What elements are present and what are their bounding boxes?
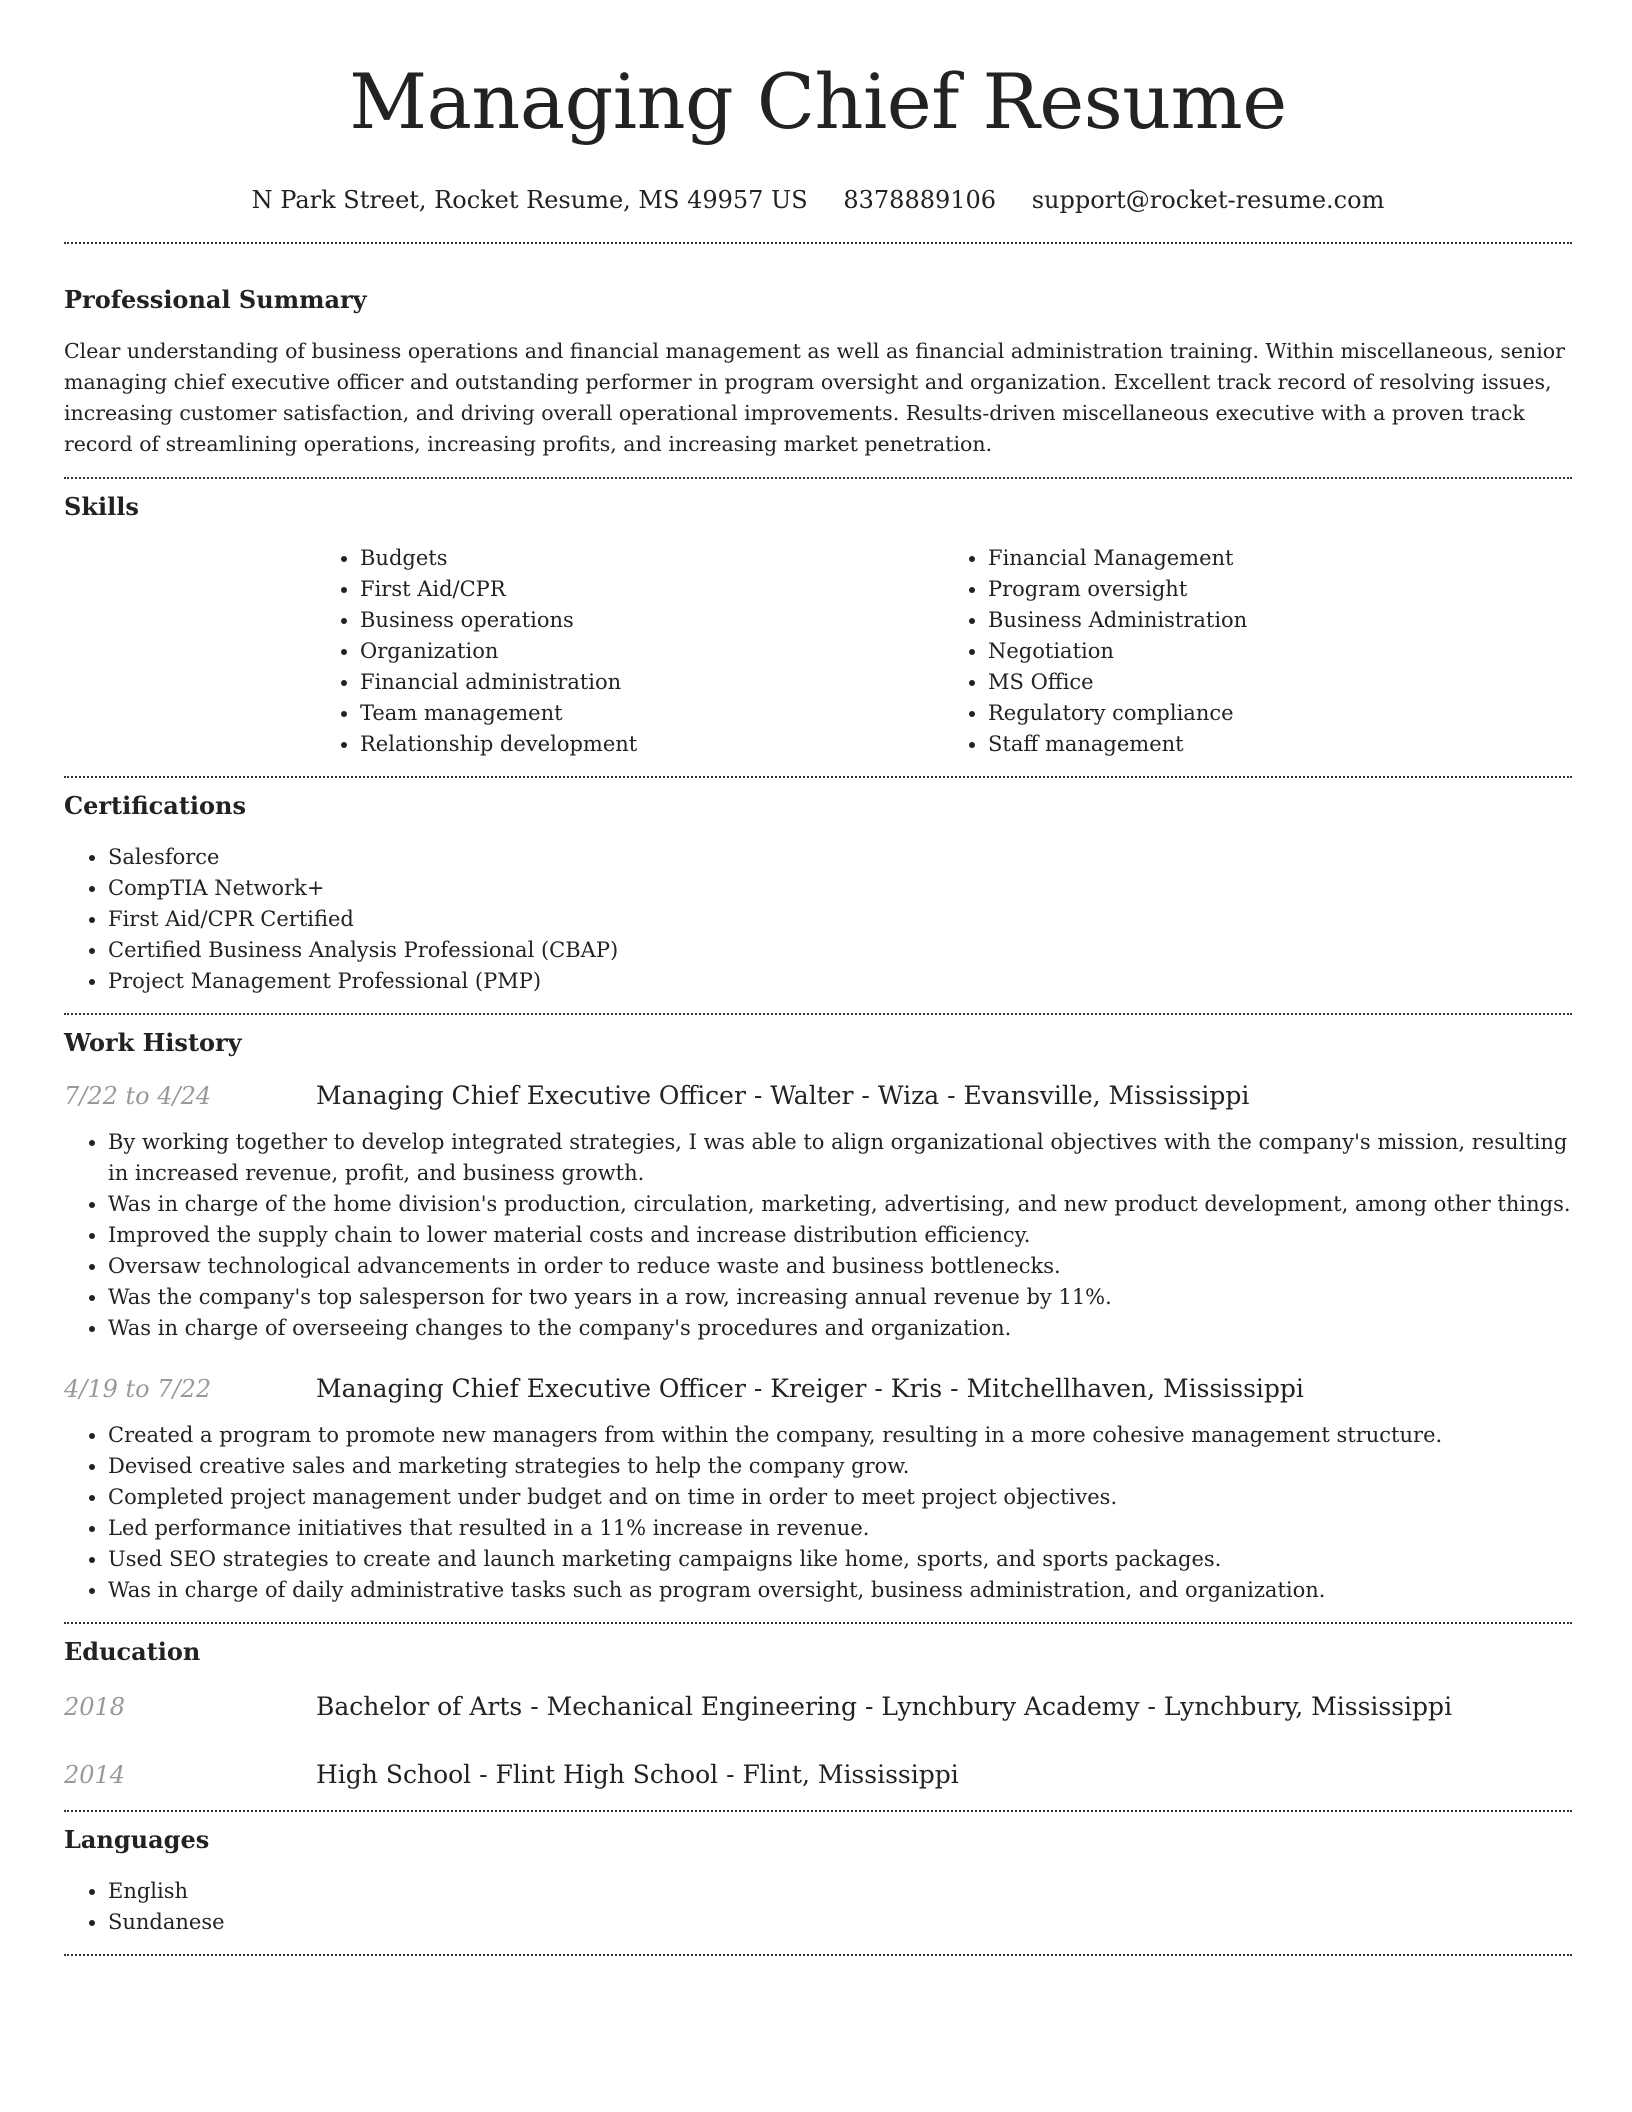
job-bullets <box>64 1420 1572 1606</box>
list-item: • Negotiation <box>988 636 1572 667</box>
list-item: • Financial administration <box>360 667 944 698</box>
section-title-skills: Skills <box>64 492 139 521</box>
list-item: • Led performance initiatives that resulted in a 11% increase in revenue. <box>108 1513 1572 1544</box>
skills-section <box>64 479 1572 760</box>
section-title-languages: Languages <box>64 1825 210 1854</box>
list-item: • Staff management <box>988 729 1572 760</box>
job-dates: 7/22 to 4/24 <box>64 1082 212 1110</box>
job-entry <box>64 1079 1572 1344</box>
education-entry <box>64 1690 1572 1724</box>
job-bullets <box>64 1127 1572 1344</box>
contact-email: support@rocket-resume.com <box>1031 186 1385 214</box>
list-item: • Salesforce <box>108 842 1572 873</box>
languages-list <box>64 1876 1572 1938</box>
list-item: • MS Office <box>988 667 1572 698</box>
education-section <box>64 1624 1572 1792</box>
list-item: • Financial Management <box>988 543 1572 574</box>
certifications-section <box>64 778 1572 997</box>
job-header <box>64 1372 1572 1406</box>
list-item: • By working together to develop integrated strategies, I was able to align organizational objectives with the company's mission, resulting in increased revenue, profit, and business growth. <box>108 1127 1572 1189</box>
section-title-certifications: Certifications <box>64 791 247 820</box>
list-item: • Organization <box>360 636 944 667</box>
list-item: • Regulatory compliance <box>988 698 1572 729</box>
education-year: 2014 <box>64 1761 126 1789</box>
certifications-list <box>64 842 1572 997</box>
list-item: • English <box>108 1876 1572 1907</box>
list-item: • CompTIA Network+ <box>108 873 1572 904</box>
list-item: • Was in charge of overseeing changes to the company's procedures and organization. <box>108 1313 1572 1344</box>
contact-phone: 8378889106 <box>843 186 997 214</box>
list-item: • Used SEO strategies to create and launch marketing campaigns like home, sports, and sports packages. <box>108 1544 1572 1575</box>
education-heading: Bachelor of Arts - Mechanical Engineering - Lynchbury Academy - Lynchbury, Mississippi <box>316 1692 1453 1721</box>
contact-line <box>64 184 1572 216</box>
resume-page <box>64 0 1572 1956</box>
job-header <box>64 1079 1572 1113</box>
summary-section <box>64 244 1572 460</box>
skills-list-right <box>944 543 1572 760</box>
work-section <box>64 1015 1572 1606</box>
skills-grid <box>316 543 1572 760</box>
resume-title: Managing Chief Resume <box>349 57 1287 146</box>
list-item: • Project Management Professional (PMP) <box>108 966 1572 997</box>
languages-section <box>64 1812 1572 1938</box>
section-title-work: Work History <box>64 1028 242 1057</box>
list-item: • Business operations <box>360 605 944 636</box>
section-title-education: Education <box>64 1637 201 1666</box>
job-heading: Managing Chief Executive Officer - Kreiger - Kris - Mitchellhaven, Mississippi <box>316 1374 1304 1403</box>
list-item: • Sundanese <box>108 1907 1572 1938</box>
list-item: • Team management <box>360 698 944 729</box>
list-item: • Completed project management under budget and on time in order to meet project objectives. <box>108 1482 1572 1513</box>
list-item: • Program oversight <box>988 574 1572 605</box>
skills-list-left <box>316 543 944 760</box>
job-entry <box>64 1372 1572 1606</box>
education-entry <box>64 1758 1572 1792</box>
list-item: • First Aid/CPR Certified <box>108 904 1572 935</box>
list-item: • Devised creative sales and marketing strategies to help the company grow. <box>108 1451 1572 1482</box>
list-item: • Was the company's top salesperson for two years in a row, increasing annual revenue by 11%. <box>108 1282 1572 1313</box>
contact-address: N Park Street, Rocket Resume, MS 49957 US <box>251 186 808 214</box>
job-dates: 4/19 to 7/22 <box>64 1375 212 1403</box>
list-item: • Business Administration <box>988 605 1572 636</box>
list-item: • Improved the supply chain to lower material costs and increase distribution efficiency. <box>108 1220 1572 1251</box>
summary-text: Clear understanding of business operations and financial management as well as financial administration training. Within miscellaneous, senior managing chief executive officer and outstanding performer in program oversight and organization. Excellent track record of resolving issues, increasing customer satisfaction, and driving overall operational improvements. Results-driven miscellaneous executive with a proven track record of streamlining operations, increasing profits, and increasing market penetration. <box>64 339 1565 456</box>
list-item: • Oversaw technological advancements in order to reduce waste and business bottlenecks. <box>108 1251 1572 1282</box>
list-item: • Relationship development <box>360 729 944 760</box>
education-year: 2018 <box>64 1693 126 1721</box>
section-title-summary: Professional Summary <box>64 285 367 314</box>
list-item: • Was in charge of the home division's production, circulation, marketing, advertising, and new product development, among other things. <box>108 1189 1572 1220</box>
list-item: • Created a program to promote new managers from within the company, resulting in a more cohesive management structure. <box>108 1420 1572 1451</box>
list-item: • Certified Business Analysis Professional (CBAP) <box>108 935 1572 966</box>
list-item: • Was in charge of daily administrative tasks such as program oversight, business administration, and organization. <box>108 1575 1572 1606</box>
job-heading: Managing Chief Executive Officer - Walter - Wiza - Evansville, Mississippi <box>316 1081 1250 1110</box>
list-item: • First Aid/CPR <box>360 574 944 605</box>
divider <box>64 1954 1572 1956</box>
list-item: • Budgets <box>360 543 944 574</box>
education-heading: High School - Flint High School - Flint, Mississippi <box>316 1760 959 1789</box>
